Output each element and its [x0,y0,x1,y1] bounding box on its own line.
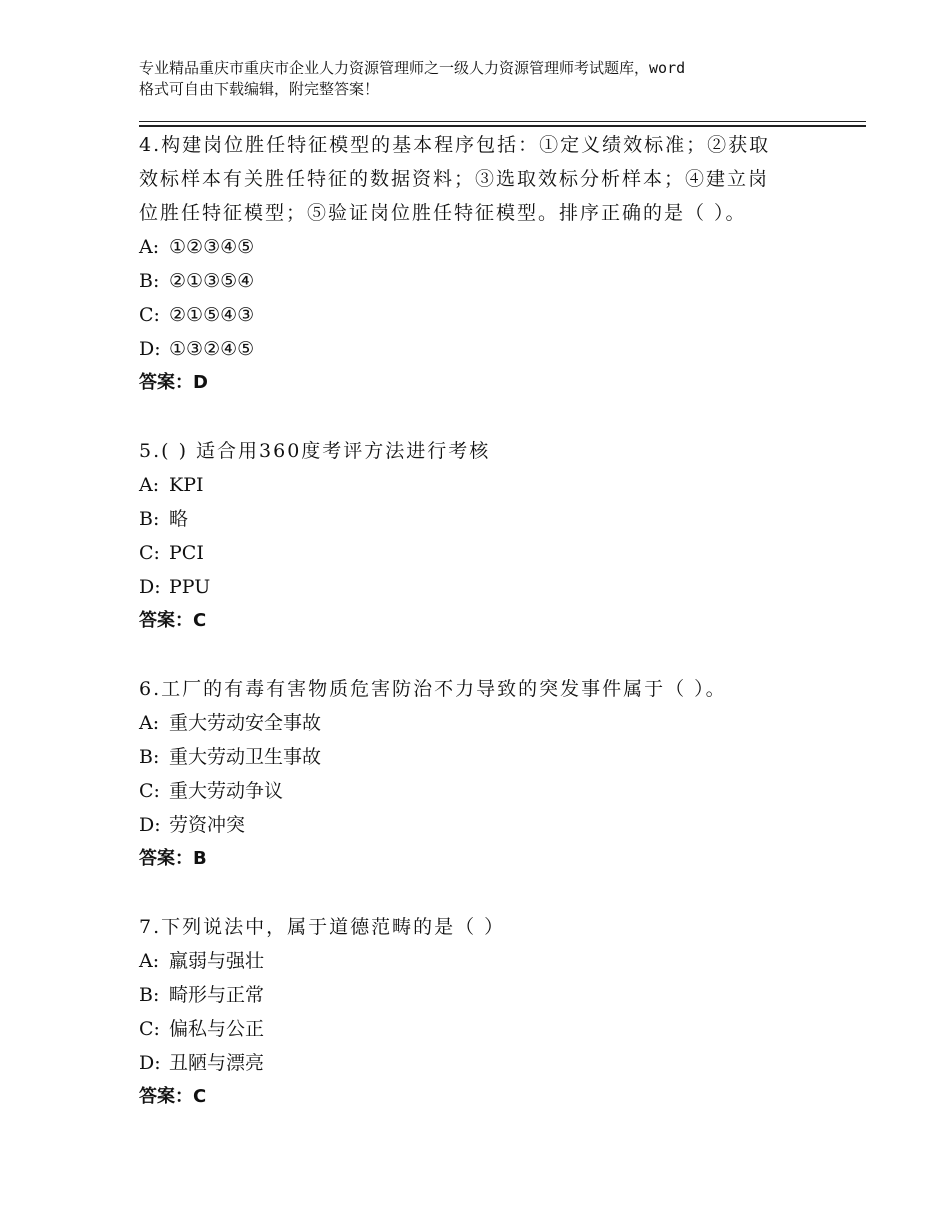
option-text: ①②③④⑤ [169,236,255,258]
question-stem: 6.工厂的有毒有害物质危害防治不力导致的突发事件属于（ ）。 [139,678,727,700]
option-b [139,978,819,1012]
option-text: ②①⑤④③ [169,304,255,326]
option-text: 重大劳动安全事故 [169,712,322,734]
option-a [139,944,819,978]
option-key: B: [139,508,160,530]
option-text: 羸弱与强壮 [169,950,265,972]
option-text: ②①③⑤④ [169,270,255,292]
question-stem: 7.下列说法中，属于道德范畴的是（ ） [139,916,506,938]
header-line-2: 格式可自由下载编辑，附完整答案！ [139,80,380,98]
option-c [139,536,819,570]
option-text: KPI [169,474,204,496]
option-text: 畸形与正常 [169,984,265,1006]
option-text: PCI [169,542,204,564]
option-text: 重大劳动卫生事故 [169,746,322,768]
option-key: A: [139,236,160,258]
option-b [139,502,819,536]
option-text: ①③②④⑤ [169,338,255,360]
question-stem: 效标样本有关胜任特征的数据资料；③选取效标分析样本；④建立岗 [139,168,770,190]
option-key: C: [139,1018,160,1040]
answer-line: 答案：C [139,610,207,631]
option-key: D: [139,814,161,836]
answer-line: 答案：B [139,848,207,869]
option-key: B: [139,270,160,292]
option-c [139,298,819,332]
question-stem: 4.构建岗位胜任特征模型的基本程序包括：①定义绩效标准；②获取 [139,134,771,156]
question-6 [139,672,819,876]
option-c [139,774,819,808]
question-stem: 5.( ) 适合用360度考评方法进行考核 [139,440,491,462]
option-text: 重大劳动争议 [169,780,284,802]
option-text: 劳资冲突 [169,814,246,836]
option-b [139,740,819,774]
option-d [139,808,819,842]
option-d [139,1046,819,1080]
option-d [139,332,819,366]
spacer [139,876,819,910]
option-a [139,706,819,740]
header-line-1: 专业精品重庆市重庆市企业人力资源管理师之一级人力资源管理师考试题库，word [139,59,686,77]
answer-line: 答案：D [139,372,208,393]
spacer [139,400,819,434]
option-key: C: [139,542,160,564]
option-key: D: [139,1052,161,1074]
answer-line: 答案：C [139,1086,207,1107]
option-text: 略 [169,508,189,530]
question-4 [139,128,819,400]
option-key: B: [139,984,160,1006]
document-header [139,58,839,100]
option-key: B: [139,746,160,768]
option-text: 偏私与公正 [169,1018,265,1040]
option-text: 丑陋与漂亮 [169,1052,265,1074]
question-list [139,128,819,1114]
spacer [139,638,819,672]
option-a [139,468,819,502]
question-5 [139,434,819,638]
option-key: D: [139,576,161,598]
option-b [139,264,819,298]
option-c [139,1012,819,1046]
option-key: A: [139,950,160,972]
question-7 [139,910,819,1114]
option-d [139,570,819,604]
option-key: C: [139,304,160,326]
option-key: A: [139,474,160,496]
option-key: A: [139,712,160,734]
question-stem: 位胜任特征模型；⑤验证岗位胜任特征模型。排序正确的是（ ）。 [139,202,747,224]
option-key: D: [139,338,161,360]
option-key: C: [139,780,160,802]
option-a [139,230,819,264]
header-divider-thin [139,121,866,122]
header-divider-thick [139,125,866,127]
option-text: PPU [169,576,211,598]
